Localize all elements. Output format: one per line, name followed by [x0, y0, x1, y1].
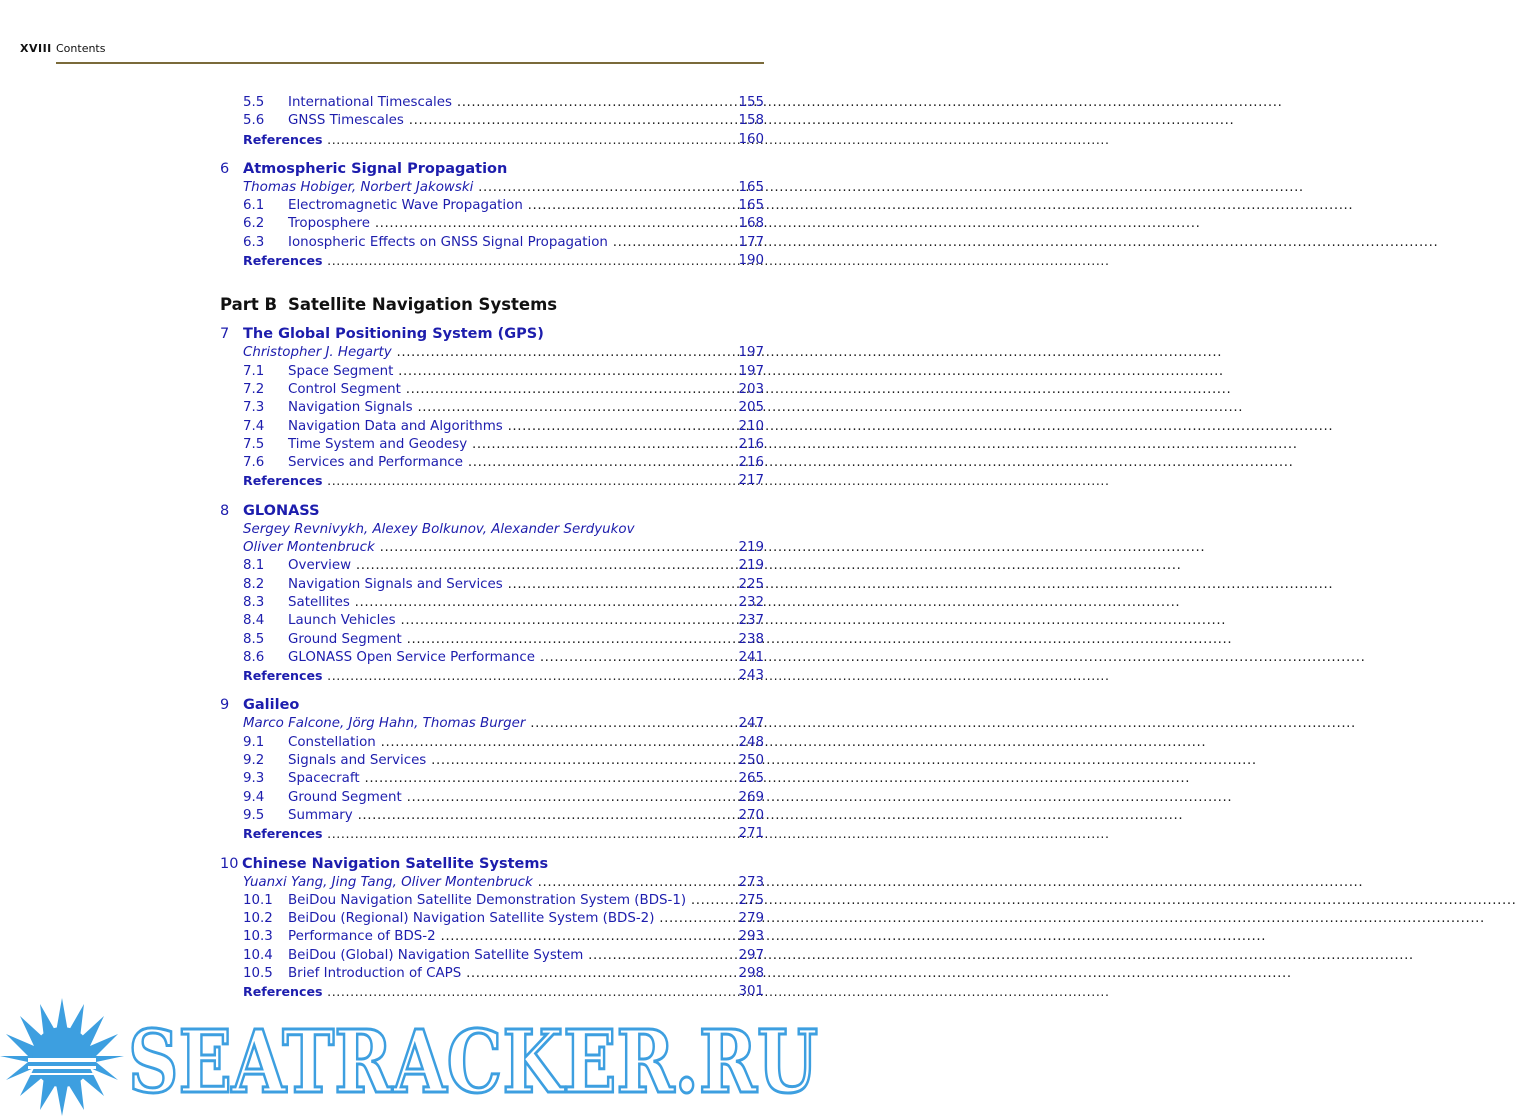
section-number: 9.5 [243, 807, 265, 823]
section-number: 7.1 [243, 363, 265, 379]
section-number: 5.6 [243, 113, 265, 129]
section-title[interactable]: Brief Introduction of CAPS ..... [288, 965, 712, 983]
watermark-text: SEATRACKER.RU [128, 1012, 818, 1113]
references-link[interactable]: References ..... [243, 472, 712, 490]
chapter-authors [220, 179, 764, 197]
section-number: 10.4 [243, 947, 273, 963]
author-names: Thomas Hobiger, Norbert Jakowski ..... [243, 179, 712, 197]
author-names: Oliver Montenbruck ..... [243, 539, 712, 557]
sun-logo-icon [0, 998, 124, 1116]
section-number: 10.2 [243, 911, 273, 927]
toc-section[interactable] [220, 94, 764, 112]
chapter-authors [220, 521, 764, 539]
page-ref: 297 [738, 947, 764, 963]
page-ref: 160 [738, 131, 764, 147]
section-number: 8.3 [243, 594, 265, 610]
section-title[interactable]: Constellation ..... [288, 734, 712, 752]
author-names: Christopher J. Hegarty ..... [243, 344, 712, 362]
toc-section[interactable] [220, 363, 764, 381]
section-number: 9.3 [243, 771, 265, 787]
page-ref: 275 [738, 892, 764, 908]
references-link[interactable]: References ..... [243, 983, 712, 1001]
section-title[interactable]: Ionospheric Effects on GNSS Signal Propagation ..... [288, 234, 712, 252]
chapter-authors [220, 715, 764, 733]
section-title[interactable]: Troposphere ..... [288, 215, 712, 233]
page-ref: 165 [738, 179, 764, 195]
page-ref: 270 [738, 807, 764, 823]
section-title[interactable]: Space Segment ..... [288, 363, 712, 381]
toc-section[interactable] [220, 454, 764, 472]
page-ref: 219 [738, 558, 764, 574]
chapter-authors [220, 874, 764, 892]
part-heading [220, 293, 764, 317]
toc-section[interactable] [220, 734, 764, 752]
page-ref: 158 [738, 113, 764, 129]
page-ref: 301 [738, 984, 764, 1000]
section-number: 6.3 [243, 234, 265, 250]
section-title[interactable]: Launch Vehicles ..... [288, 612, 712, 630]
page-ref: 210 [738, 418, 764, 434]
page-ref: 219 [738, 540, 764, 556]
references-link[interactable]: References ..... [243, 825, 712, 843]
toc-section[interactable] [220, 594, 764, 612]
page-ref: 190 [738, 253, 764, 269]
chapter-number: 9 [220, 697, 230, 714]
page-ref: 298 [738, 965, 764, 981]
toc-section[interactable] [220, 215, 764, 233]
references-link[interactable]: References ..... [243, 252, 712, 270]
section-number: 10.1 [243, 892, 273, 908]
toc-references[interactable] [220, 472, 764, 490]
chapter-number: 10 [220, 855, 239, 872]
section-title[interactable]: Summary ..... [288, 807, 712, 825]
toc-references[interactable] [220, 667, 764, 685]
toc-section[interactable] [220, 112, 764, 130]
section-title[interactable]: Spacecraft ..... [288, 770, 712, 788]
page-ref: 237 [738, 613, 764, 629]
section-number: 8.2 [243, 576, 265, 592]
chapter-heading[interactable] [220, 325, 764, 344]
page-ref: 243 [738, 668, 764, 684]
chapter-title[interactable]: Galileo [243, 697, 300, 714]
toc-section[interactable] [220, 770, 764, 788]
section-title[interactable]: Signals and Services ..... [288, 752, 712, 770]
page-ref: 216 [738, 455, 764, 471]
toc-section[interactable] [220, 807, 764, 825]
toc-section[interactable] [220, 381, 764, 399]
section-title[interactable]: Navigation Signals and Services ..... [288, 576, 712, 594]
references-link[interactable]: References ..... [243, 131, 712, 149]
toc-section[interactable] [220, 197, 764, 215]
toc-section[interactable] [220, 418, 764, 436]
part-label: Part B [220, 295, 278, 315]
section-title[interactable]: Time System and Geodesy ..... [288, 436, 712, 454]
chapter-title[interactable]: The Global Positioning System (GPS) [243, 326, 544, 343]
section-number: 5.5 [243, 95, 265, 110]
page-ref: 225 [738, 576, 764, 592]
toc-section[interactable] [220, 557, 764, 575]
page-ref: 293 [738, 929, 764, 945]
section-title[interactable]: GNSS Timescales ..... [288, 112, 712, 130]
chapter-number: 6 [220, 160, 230, 177]
toc-section[interactable] [220, 965, 764, 983]
toc-section[interactable] [220, 649, 764, 667]
toc-references[interactable] [220, 131, 764, 149]
chapter-number: 7 [220, 326, 230, 343]
running-title: Contents [56, 42, 106, 55]
toc-section[interactable] [220, 910, 764, 928]
section-title[interactable]: Navigation Data and Algorithms ..... [288, 418, 712, 436]
section-title[interactable]: Ground Segment ..... [288, 789, 712, 807]
page-ref: 217 [738, 473, 764, 489]
page-ref: 247 [738, 716, 764, 732]
section-title[interactable]: Overview ..... [288, 557, 712, 575]
section-number: 7.5 [243, 436, 265, 452]
section-title[interactable]: International Timescales ..... [288, 94, 712, 112]
toc-references[interactable] [220, 825, 764, 843]
page-ref: 269 [738, 789, 764, 805]
page-ref: 238 [738, 631, 764, 647]
toc-section[interactable] [220, 631, 764, 649]
section-number: 7.3 [243, 400, 265, 416]
section-title[interactable]: Electromagnetic Wave Propagation ..... [288, 197, 712, 215]
section-number: 8.1 [243, 558, 265, 574]
watermark [0, 996, 834, 1119]
page-ref: 279 [738, 911, 764, 927]
toc-section[interactable] [220, 576, 764, 594]
section-number: 8.6 [243, 649, 265, 665]
section-number: 9.1 [243, 734, 265, 750]
page-ref: 250 [738, 753, 764, 769]
part-title: Satellite Navigation Systems [288, 295, 558, 315]
chapter-heading[interactable] [220, 160, 764, 179]
section-number: 9.4 [243, 789, 265, 805]
section-number: 10.5 [243, 965, 273, 981]
section-number: 6.1 [243, 198, 265, 214]
page-ref: 241 [738, 649, 764, 665]
running-header [20, 42, 106, 55]
page-ref: 232 [738, 594, 764, 610]
section-number: 9.2 [243, 753, 265, 769]
page-ref: 203 [738, 381, 764, 397]
references-link[interactable]: References ..... [243, 667, 712, 685]
section-title[interactable]: Control Segment ..... [288, 381, 712, 399]
toc-section[interactable] [220, 752, 764, 770]
section-number: 10.3 [243, 929, 273, 945]
toc-references[interactable] [220, 252, 764, 270]
page-ref: 271 [738, 826, 764, 842]
chapter-heading[interactable] [220, 696, 764, 715]
toc-section[interactable] [220, 947, 764, 965]
section-title[interactable]: Services and Performance ..... [288, 454, 712, 472]
section-number: 7.6 [243, 455, 265, 471]
toc-section[interactable] [220, 892, 764, 910]
page-ref: 165 [738, 198, 764, 214]
page-ref: 248 [738, 734, 764, 750]
page-ref: 273 [738, 874, 764, 890]
page-ref: 168 [738, 216, 764, 232]
chapter-title[interactable]: Chinese Navigation Satellite Systems [242, 855, 549, 872]
toc-section[interactable] [220, 612, 764, 630]
chapter-number: 8 [220, 502, 230, 519]
page-ref: 216 [738, 436, 764, 452]
toc-section[interactable] [220, 789, 764, 807]
section-title[interactable]: GLONASS Open Service Performance ..... [288, 649, 712, 667]
chapter-authors [220, 344, 764, 362]
toc-section[interactable] [220, 234, 764, 252]
section-number: 8.4 [243, 613, 265, 629]
toc-section[interactable] [220, 399, 764, 417]
toc-section[interactable] [220, 928, 764, 946]
page-ref: 205 [738, 400, 764, 416]
chapter-title[interactable]: Atmospheric Signal Propagation [243, 160, 508, 177]
section-title[interactable]: BeiDou Navigation Satellite Demonstration System (BDS-1) ..... [288, 892, 712, 910]
table-of-contents [220, 94, 764, 1002]
section-number: 8.5 [243, 631, 265, 647]
section-title[interactable]: Navigation Signals ..... [288, 399, 712, 417]
page-ref: 197 [738, 363, 764, 379]
chapter-authors [220, 539, 764, 557]
section-title[interactable]: Satellites ..... [288, 594, 712, 612]
header-rule [56, 62, 764, 64]
page-ref: 177 [738, 234, 764, 250]
section-title[interactable]: BeiDou (Regional) Navigation Satellite System (BDS-2) ..... [288, 910, 712, 928]
chapter-heading[interactable] [220, 502, 764, 521]
author-names: Sergey Revnivykh, Alexey Bolkunov, Alexander Serdyukov [243, 521, 635, 537]
chapter-heading[interactable] [220, 855, 764, 874]
section-number: 7.4 [243, 418, 265, 434]
page-ref: 155 [738, 95, 764, 110]
page-ref: 197 [738, 345, 764, 361]
page-ref: 265 [738, 771, 764, 787]
author-names: Marco Falcone, Jörg Hahn, Thomas Burger ..... [243, 715, 712, 733]
section-number: 7.2 [243, 381, 265, 397]
section-number: 6.2 [243, 216, 265, 232]
section-title[interactable]: BeiDou (Global) Navigation Satellite System ..... [288, 947, 712, 965]
page-number: XVIII [20, 42, 52, 55]
chapter-title[interactable]: GLONASS [243, 502, 320, 519]
author-names: Yuanxi Yang, Jing Tang, Oliver Montenbruck ..... [243, 874, 712, 892]
section-title[interactable]: Ground Segment ..... [288, 631, 712, 649]
toc-section[interactable] [220, 436, 764, 454]
section-title[interactable]: Performance of BDS-2 ..... [288, 928, 712, 946]
